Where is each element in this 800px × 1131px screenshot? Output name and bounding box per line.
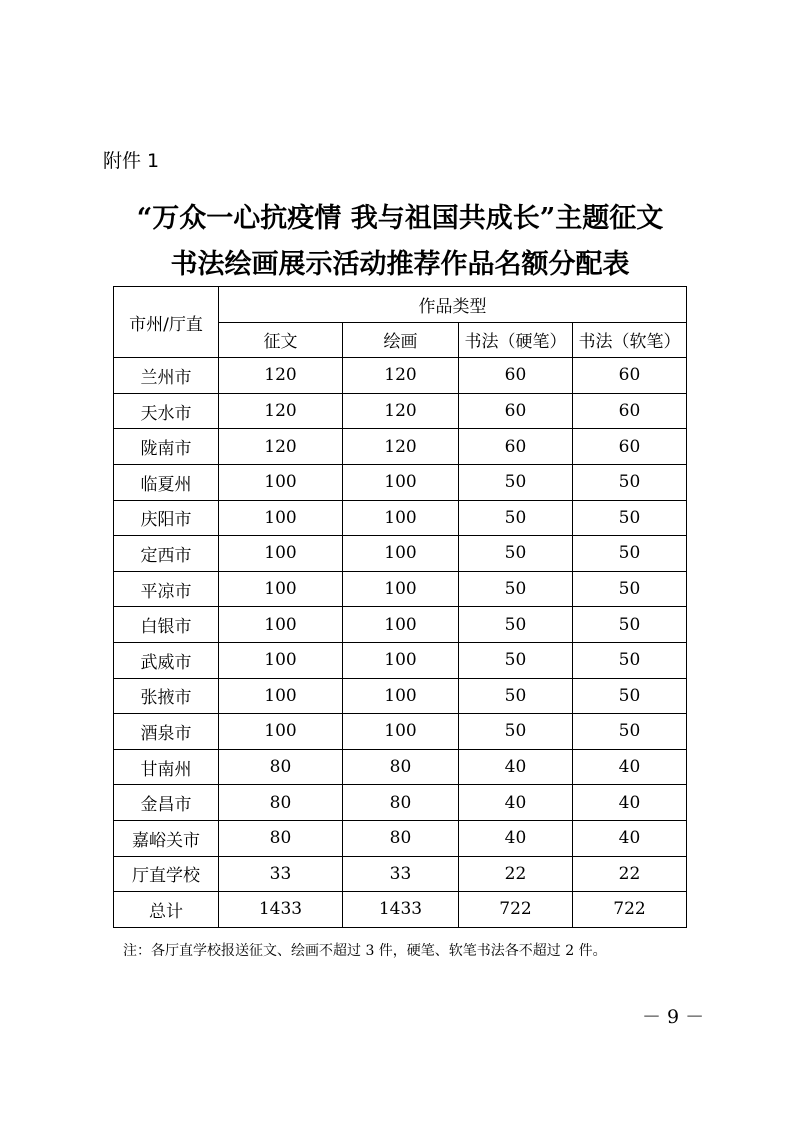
cell-soft: 50: [573, 642, 687, 678]
table-row: [114, 642, 687, 678]
cell-essay: 80: [219, 820, 343, 856]
cell-painting: 80: [343, 749, 459, 785]
cell-essay: 100: [219, 714, 343, 750]
cell-region: 武威市: [114, 642, 219, 678]
cell-painting: 100: [343, 500, 459, 536]
footnote: 注：各厅直学校报送征文、绘画不超过 3 件，硬笔、软笔书法各不超过 2 件。: [123, 943, 607, 959]
cell-region: 兰州市: [114, 358, 219, 394]
cell-essay: 1433: [219, 892, 343, 928]
cell-region: 酒泉市: [114, 714, 219, 750]
cell-region: 定西市: [114, 536, 219, 572]
cell-soft: 50: [573, 500, 687, 536]
cell-region: 总计: [114, 892, 219, 928]
quota-table: [113, 286, 687, 928]
table-row: [114, 678, 687, 714]
cell-painting: 80: [343, 820, 459, 856]
table-row: [114, 429, 687, 465]
title-line-2: 书法绘画展示活动推荐作品名额分配表: [170, 249, 630, 280]
cell-region: 天水市: [114, 393, 219, 429]
cell-painting: 100: [343, 536, 459, 572]
cell-soft: 722: [573, 892, 687, 928]
cell-region: 临夏州: [114, 464, 219, 500]
cell-hard: 50: [459, 642, 573, 678]
cell-soft: 60: [573, 358, 687, 394]
table-row: [114, 714, 687, 750]
cell-soft: 50: [573, 571, 687, 607]
cell-essay: 33: [219, 856, 343, 892]
cell-soft: 50: [573, 678, 687, 714]
header-calligraphy-hard: 书法（硬笔）: [459, 322, 573, 358]
cell-painting: 120: [343, 358, 459, 394]
cell-painting: 120: [343, 393, 459, 429]
table-row: [114, 856, 687, 892]
cell-hard: 22: [459, 856, 573, 892]
cell-essay: 100: [219, 678, 343, 714]
table-row: [114, 464, 687, 500]
cell-essay: 100: [219, 642, 343, 678]
cell-essay: 100: [219, 464, 343, 500]
cell-hard: 40: [459, 749, 573, 785]
header-region: 市州/厅直: [114, 287, 219, 358]
table-row: [114, 358, 687, 394]
cell-hard: 50: [459, 500, 573, 536]
cell-soft: 50: [573, 536, 687, 572]
cell-hard: 50: [459, 678, 573, 714]
cell-painting: 100: [343, 571, 459, 607]
cell-painting: 1433: [343, 892, 459, 928]
cell-region: 白银市: [114, 607, 219, 643]
cell-essay: 100: [219, 571, 343, 607]
cell-painting: 120: [343, 429, 459, 465]
cell-soft: 40: [573, 785, 687, 821]
cell-hard: 722: [459, 892, 573, 928]
cell-soft: 50: [573, 714, 687, 750]
cell-painting: 80: [343, 785, 459, 821]
title-line-1: “万众一心抗疫情 我与祖国共成长”主题征文: [136, 203, 664, 234]
cell-hard: 50: [459, 464, 573, 500]
table-row: [114, 820, 687, 856]
cell-hard: 60: [459, 358, 573, 394]
cell-hard: 50: [459, 714, 573, 750]
cell-hard: 60: [459, 429, 573, 465]
cell-region: 张掖市: [114, 678, 219, 714]
cell-essay: 100: [219, 536, 343, 572]
cell-essay: 100: [219, 500, 343, 536]
cell-painting: 100: [343, 464, 459, 500]
total-row: [114, 892, 687, 928]
cell-region: 甘南州: [114, 749, 219, 785]
cell-region: 嘉峪关市: [114, 820, 219, 856]
cell-region: 庆阳市: [114, 500, 219, 536]
cell-hard: 50: [459, 571, 573, 607]
header-painting: 绘画: [343, 322, 459, 358]
cell-region: 平凉市: [114, 571, 219, 607]
cell-hard: 40: [459, 785, 573, 821]
cell-hard: 60: [459, 393, 573, 429]
cell-soft: 60: [573, 429, 687, 465]
cell-soft: 40: [573, 820, 687, 856]
header-work-type: 作品类型: [219, 287, 687, 323]
header-calligraphy-soft: 书法（软笔）: [573, 322, 687, 358]
attachment-label: 附件 1: [103, 150, 160, 172]
cell-painting: 33: [343, 856, 459, 892]
cell-painting: 100: [343, 678, 459, 714]
table-row: [114, 393, 687, 429]
table-row: [114, 571, 687, 607]
cell-soft: 40: [573, 749, 687, 785]
table-row: [114, 500, 687, 536]
cell-soft: 22: [573, 856, 687, 892]
cell-hard: 50: [459, 607, 573, 643]
cell-soft: 50: [573, 464, 687, 500]
cell-essay: 120: [219, 358, 343, 394]
cell-hard: 50: [459, 536, 573, 572]
cell-region: 厅直学校: [114, 856, 219, 892]
page-number: － 9 －: [642, 1006, 705, 1028]
table-row: [114, 536, 687, 572]
cell-soft: 50: [573, 607, 687, 643]
cell-painting: 100: [343, 642, 459, 678]
cell-essay: 100: [219, 607, 343, 643]
cell-region: 金昌市: [114, 785, 219, 821]
cell-region: 陇南市: [114, 429, 219, 465]
table-row: [114, 785, 687, 821]
table-row: [114, 749, 687, 785]
cell-painting: 100: [343, 714, 459, 750]
table-row: [114, 607, 687, 643]
cell-essay: 80: [219, 749, 343, 785]
cell-hard: 40: [459, 820, 573, 856]
cell-painting: 100: [343, 607, 459, 643]
cell-essay: 120: [219, 429, 343, 465]
cell-essay: 80: [219, 785, 343, 821]
cell-soft: 60: [573, 393, 687, 429]
header-essay: 征文: [219, 322, 343, 358]
cell-essay: 120: [219, 393, 343, 429]
